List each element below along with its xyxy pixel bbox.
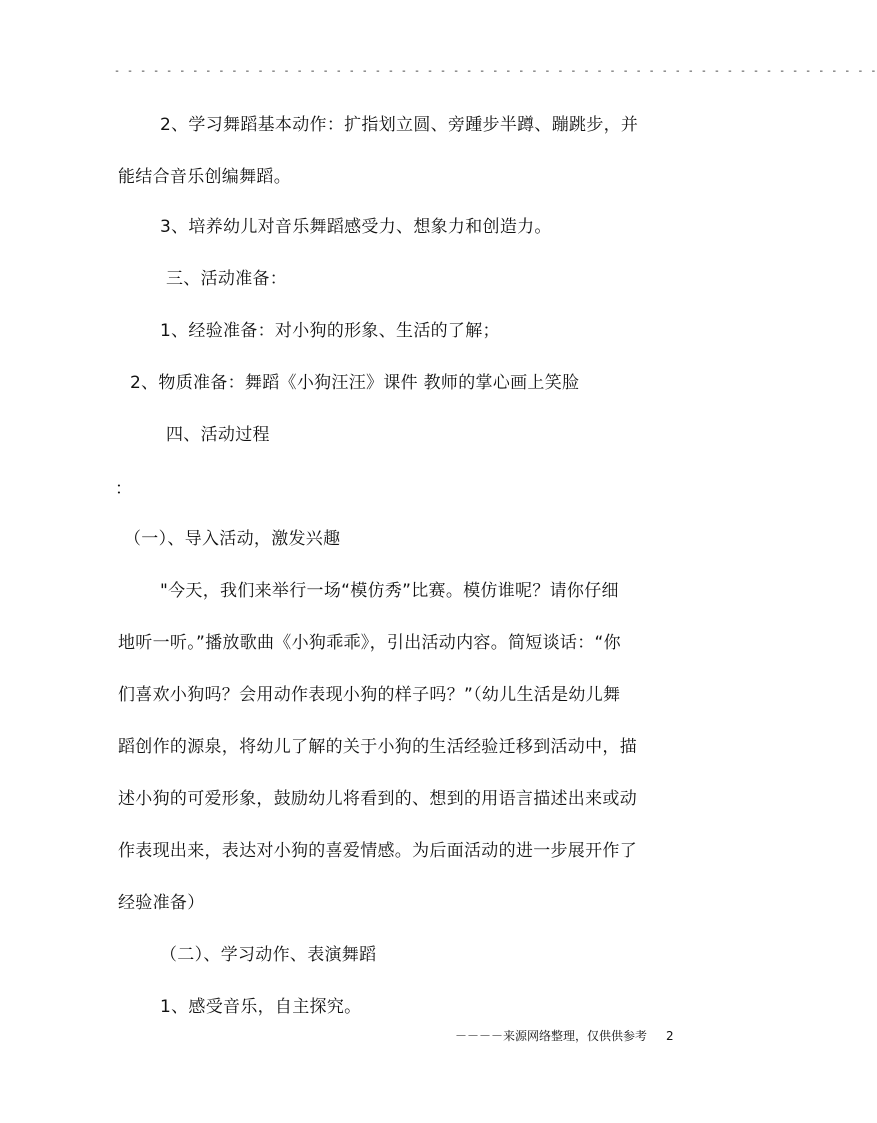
footer-source-note: －－－－来源网络整理，仅供供参考	[455, 1029, 648, 1043]
subsection-heading-dance: （二）、学习动作、表演舞蹈	[160, 945, 377, 965]
paragraph-intro-line-5: 述小狗的可爱形象，鼓励幼儿将看到的、想到的用语言描述出来或动	[118, 789, 637, 809]
paragraph-intro-line-3: 们喜欢小狗吗？会用动作表现小狗的样子吗？”（幼儿生活是幼儿舞	[118, 685, 621, 705]
paragraph-intro-line-6: 作表现出来，表达对小狗的喜爱情感。为后面活动的进一步展开作了	[118, 841, 637, 861]
paragraph-intro-line-1: "今天，我们来举行一场“模仿秀”比赛。模仿谁呢？请你仔细	[160, 581, 619, 601]
header-dashed-rule: - - - - - - - - - - - - - - - - - - - - - - - - - - - - - - - - - - - - - - - - - - - - - - - - - - - - - - - - - - -	[114, 66, 877, 77]
page-number: 2	[666, 1029, 674, 1043]
paragraph-feel-music: 1、感受音乐，自主探究。	[160, 997, 362, 1017]
paragraph-objective-2-line-1: 2、学习舞蹈基本动作：扩指划立圆、旁踵步半蹲、蹦跳步，并	[160, 115, 639, 135]
stray-colon: ：	[115, 479, 133, 499]
paragraph-objective-2-line-2: 能结合音乐创编舞蹈。	[118, 167, 291, 187]
paragraph-intro-line-4: 蹈创作的源泉，将幼儿了解的关于小狗的生活经验迁移到活动中，描	[118, 737, 637, 757]
section-heading-preparation: 三、活动准备：	[166, 269, 288, 289]
paragraph-objective-3: 3、培养幼儿对音乐舞蹈感受力、想象力和创造力。	[160, 217, 552, 237]
paragraph-prep-experience: 1、经验准备：对小狗的形象、生活的了解；	[160, 321, 500, 341]
section-heading-process: 四、活动过程	[166, 425, 270, 445]
subsection-heading-intro: （一）、导入活动，激发兴趣	[124, 529, 341, 549]
paragraph-intro-line-2: 地听一听。”播放歌曲《小狗乖乖》，引出活动内容。简短谈话：“你	[118, 633, 621, 653]
paragraph-intro-line-7: 经验准备）	[118, 893, 205, 913]
paragraph-prep-materials: 2、物质准备：舞蹈《小狗汪汪》课件 教师的掌心画上笑脸	[130, 373, 580, 393]
